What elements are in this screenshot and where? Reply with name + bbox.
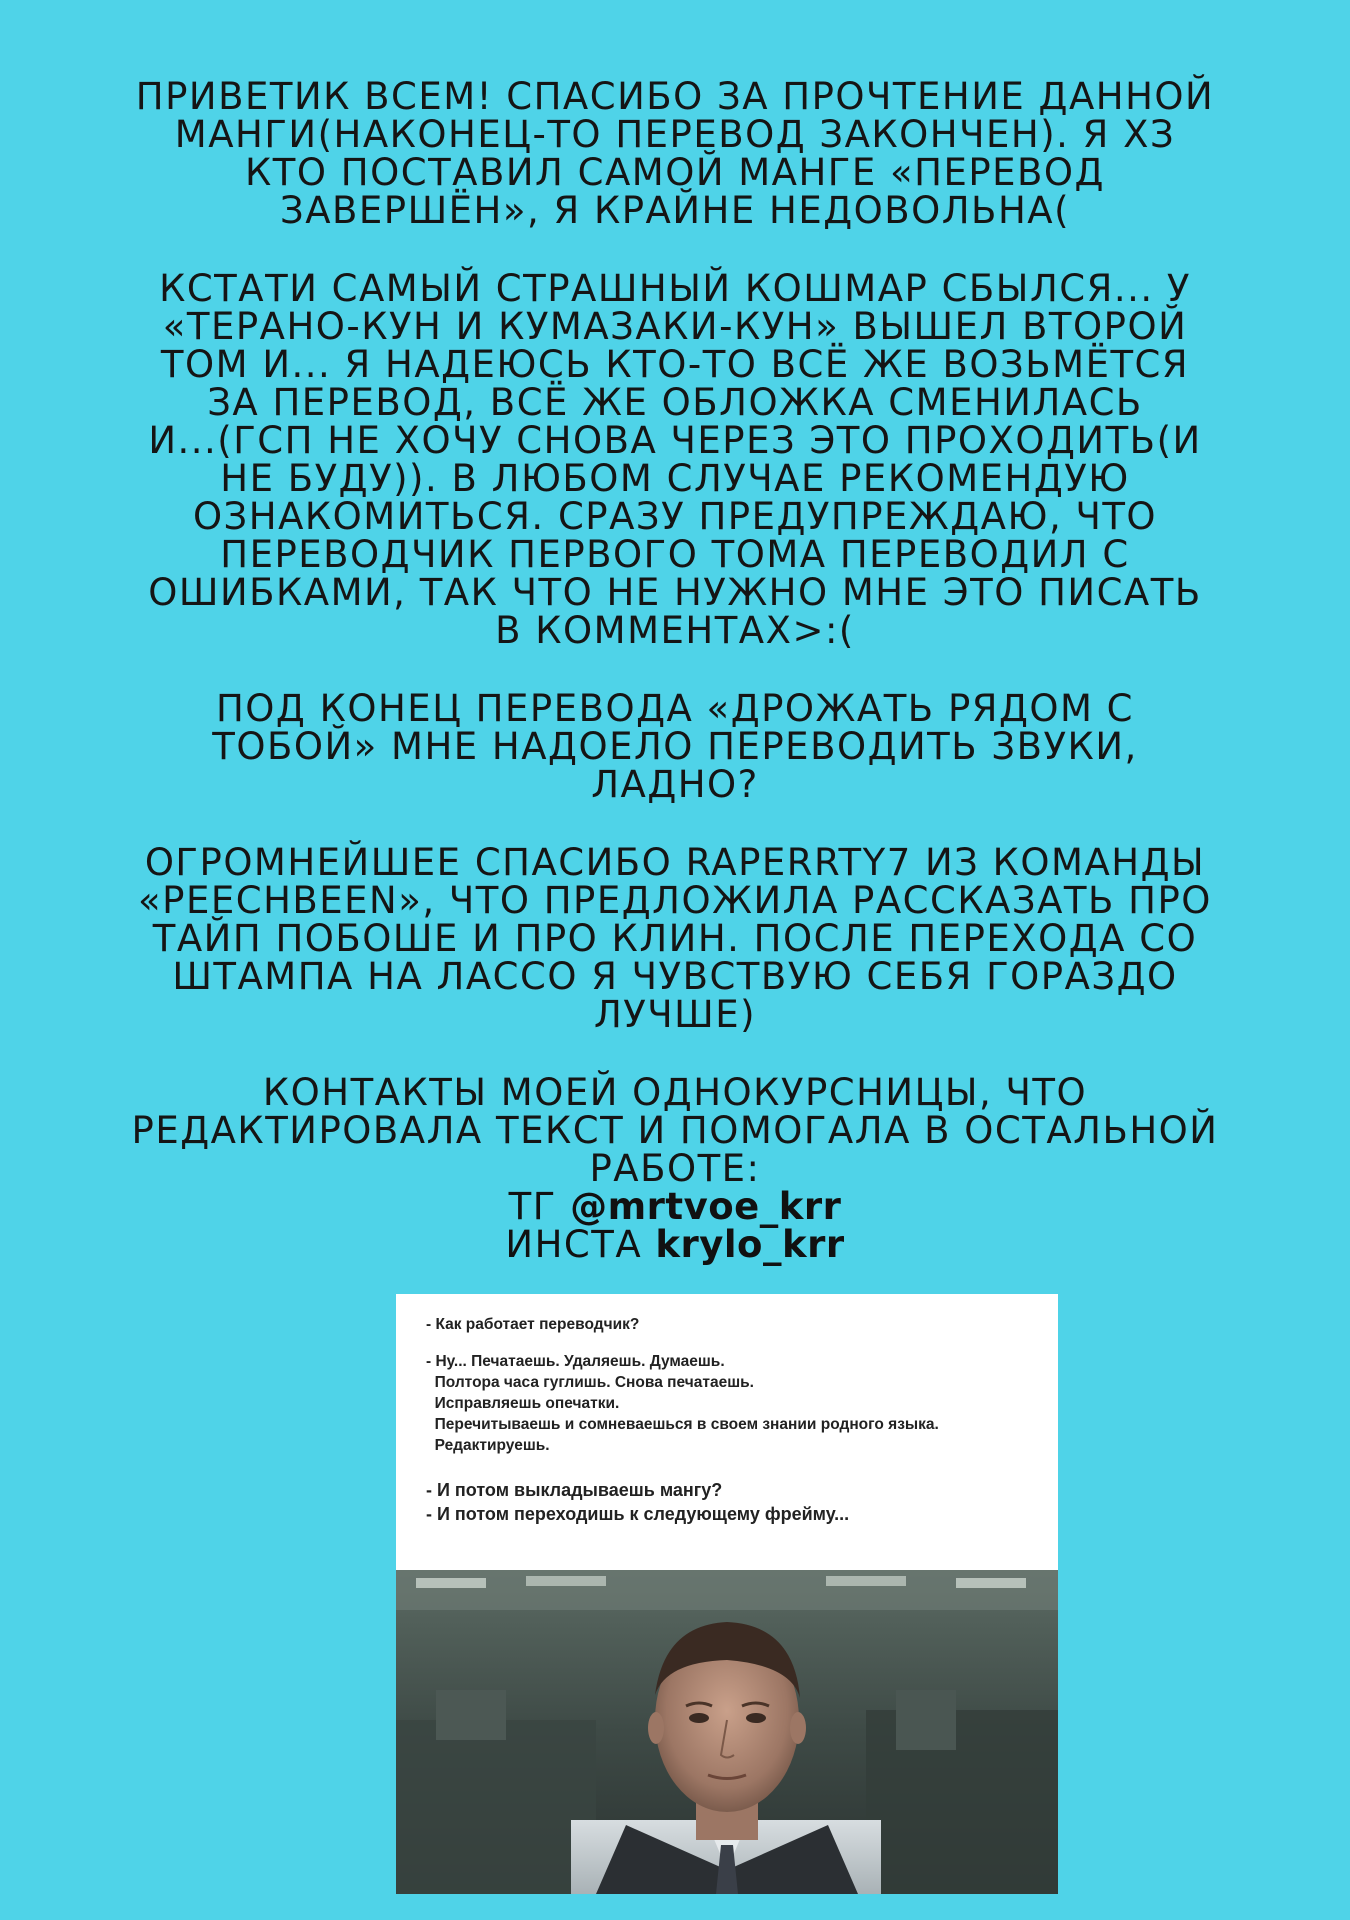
meme-photo [396, 1570, 1058, 1894]
meme-answer-line-5: Редактируешь. [426, 1437, 550, 1454]
contact-telegram-label: ТГ [508, 1185, 557, 1228]
paragraph-thanks: ОГРОМНЕЙШЕЕ СПАСИБО RAPERRTY7 ИЗ КОМАНДЫ «PEECHBEEN», ЧТО ПРЕДЛОЖИЛА РАССКАЗАТЬ ПРО ТАЙП ПОБОШЕ И ПРО КЛИН. ПОСЛЕ ПЕРЕХОДА СО ШТАМПА НА ЛАССО Я ЧУВСТВУЮ СЕБЯ ГОРАЗДО ЛУЧШЕ) [138, 841, 1212, 1036]
meme-answer-line-4: Перечитываешь и сомневаешься в своем знании родного языка. [426, 1416, 939, 1433]
contacts-list [80, 1185, 1270, 1266]
contact-instagram-handle[interactable]: krylo_krr [655, 1223, 845, 1266]
meme-answer-line-2: Полтора часа гуглишь. Снова печатаешь. [426, 1374, 754, 1391]
paragraph-greeting: ПРИВЕТИК ВСЕМ! СПАСИБО ЗА ПРОЧТЕНИЕ ДАННОЙ МАНГИ(НАКОНЕЦ-ТО ПЕРЕВОД ЗАКОНЧЕН). Я ХЗ КТО ПОСТАВИЛ САМОЙ МАНГЕ «ПЕРЕВОД ЗАВЕРШЁН», Я КРАЙНЕ НЕДОВОЛЬНА( [135, 75, 1215, 232]
paragraph-second-volume: КСТАТИ САМЫЙ СТРАШНЫЙ КОШМАР СБЫЛСЯ... У «ТЕРАНО-КУН И КУМАЗАКИ-КУН» ВЫШЕЛ ВТОРОЙ ТОМ И... Я НАДЕЮСЬ КТО-ТО ВСЁ ЖЕ ВОЗЬМЁТСЯ ЗА ПЕРЕВОД, ВСЁ ЖЕ ОБЛОЖКА СМЕНИЛАСЬ И...(ГСП НЕ ХОЧУ СНОВА ЧЕРЕЗ ЭТО ПРОХОДИТЬ(И НЕ БУДУ)). В ЛЮБОМ СЛУЧАЕ РЕКОМЕНДУЮ ОЗНАКОМИТЬСЯ. СРАЗУ ПРЕДУПРЕЖДАЮ, ЧТО ПЕРЕВОДЧИК ПЕРВОГО ТОМА ПЕРЕВОДИЛ С ОШИБКАМИ, ТАК ЧТО НЕ НУЖНО МНЕ ЭТО ПИСАТЬ В КОММЕНТАХ>:( [148, 267, 1202, 652]
paragraph-sound-effects: ПОД КОНЕЦ ПЕРЕВОДА «ДРОЖАТЬ РЯДОМ С ТОБОЙ» МНЕ НАДОЕЛО ПЕРЕВОДИТЬ ЗВУКИ, ЛАДНО? [212, 687, 1138, 806]
meme-question: - Как работает переводчик? [426, 1316, 640, 1333]
paragraph-contacts-intro: КОНТАКТЫ МОЕЙ ОДНОКУРСНИЦЫ, ЧТО РЕДАКТИРОВАЛА ТЕКСТ И ПОМОГАЛА В ОСТАЛЬНОЙ РАБОТЕ: [131, 1071, 1219, 1190]
contact-instagram [80, 1223, 1270, 1266]
meme-followup-1: - И потом выкладываешь мангу? [426, 1480, 723, 1500]
meme-image [396, 1294, 1058, 1894]
letter-text-block [80, 75, 1270, 1266]
meme-followup-2: - И потом переходишь к следующему фрейму... [426, 1504, 850, 1524]
meme-answer-line-1: - Ну... Печатаешь. Удаляешь. Думаешь. [426, 1353, 725, 1370]
contact-telegram-handle[interactable]: @mrtvoe_krr [570, 1185, 842, 1228]
meme-caption [426, 1314, 1046, 1526]
contact-telegram [80, 1185, 1270, 1228]
contact-instagram-label: ИНСТА [505, 1223, 643, 1266]
meme-answer-line-3: Исправляешь опечатки. [426, 1395, 620, 1412]
